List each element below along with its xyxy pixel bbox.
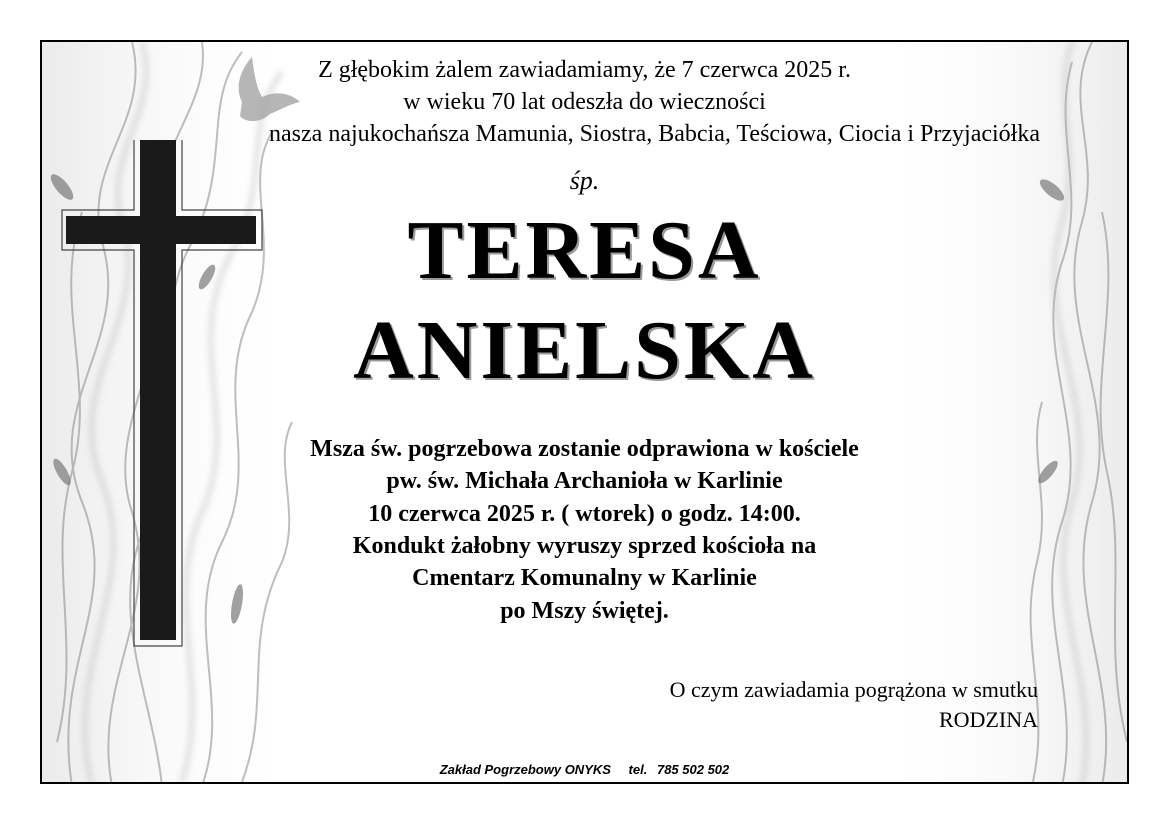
funeral-line-3: 10 czerwca 2025 r. ( wtorek) o godz. 14:00. (368, 501, 801, 527)
funeral-home-name: Zakład Pogrzebowy ONYKS (439, 762, 611, 777)
background-decoration (42, 42, 1129, 784)
intro-line-2: w wieku 70 lat odeszła do wieczności (403, 89, 766, 115)
smoke-right (872, 42, 1129, 784)
funeral-line-6: po Mszy świętej. (500, 598, 669, 624)
funeral-line-2: pw. św. Michała Archanioła w Karlinie (386, 468, 783, 494)
phone-number: 785 502 502 (656, 762, 730, 777)
signature-family: RODZINA (939, 707, 1038, 732)
last-name: ANIELSKA (353, 304, 816, 397)
intro-line-3: nasza najukochańsza Mamunia, Siostra, Babcia, Teściowa, Ciocia i Przyjaciółka (269, 121, 1040, 147)
funeral-line-5: Cmentarz Komunalny w Karlinie (412, 565, 757, 591)
first-name: TERESA (407, 204, 762, 297)
phone-label: tel. (628, 762, 648, 777)
funeral-line-1: Msza św. pogrzebowa zostanie odprawiona w kościele (310, 436, 859, 462)
intro-line-1: Z głębokim żalem zawiadamiamy, że 7 czerwca 2025 r. (318, 57, 851, 83)
funeral-home-footer (0, 762, 1169, 777)
obituary-frame (40, 40, 1129, 784)
signature-line: O czym zawiadamia pogrążona w smutku (669, 677, 1038, 702)
prefix-sp: śp. (569, 166, 600, 195)
funeral-line-4: Kondukt żałobny wyruszy sprzed kościoła na (352, 533, 817, 559)
